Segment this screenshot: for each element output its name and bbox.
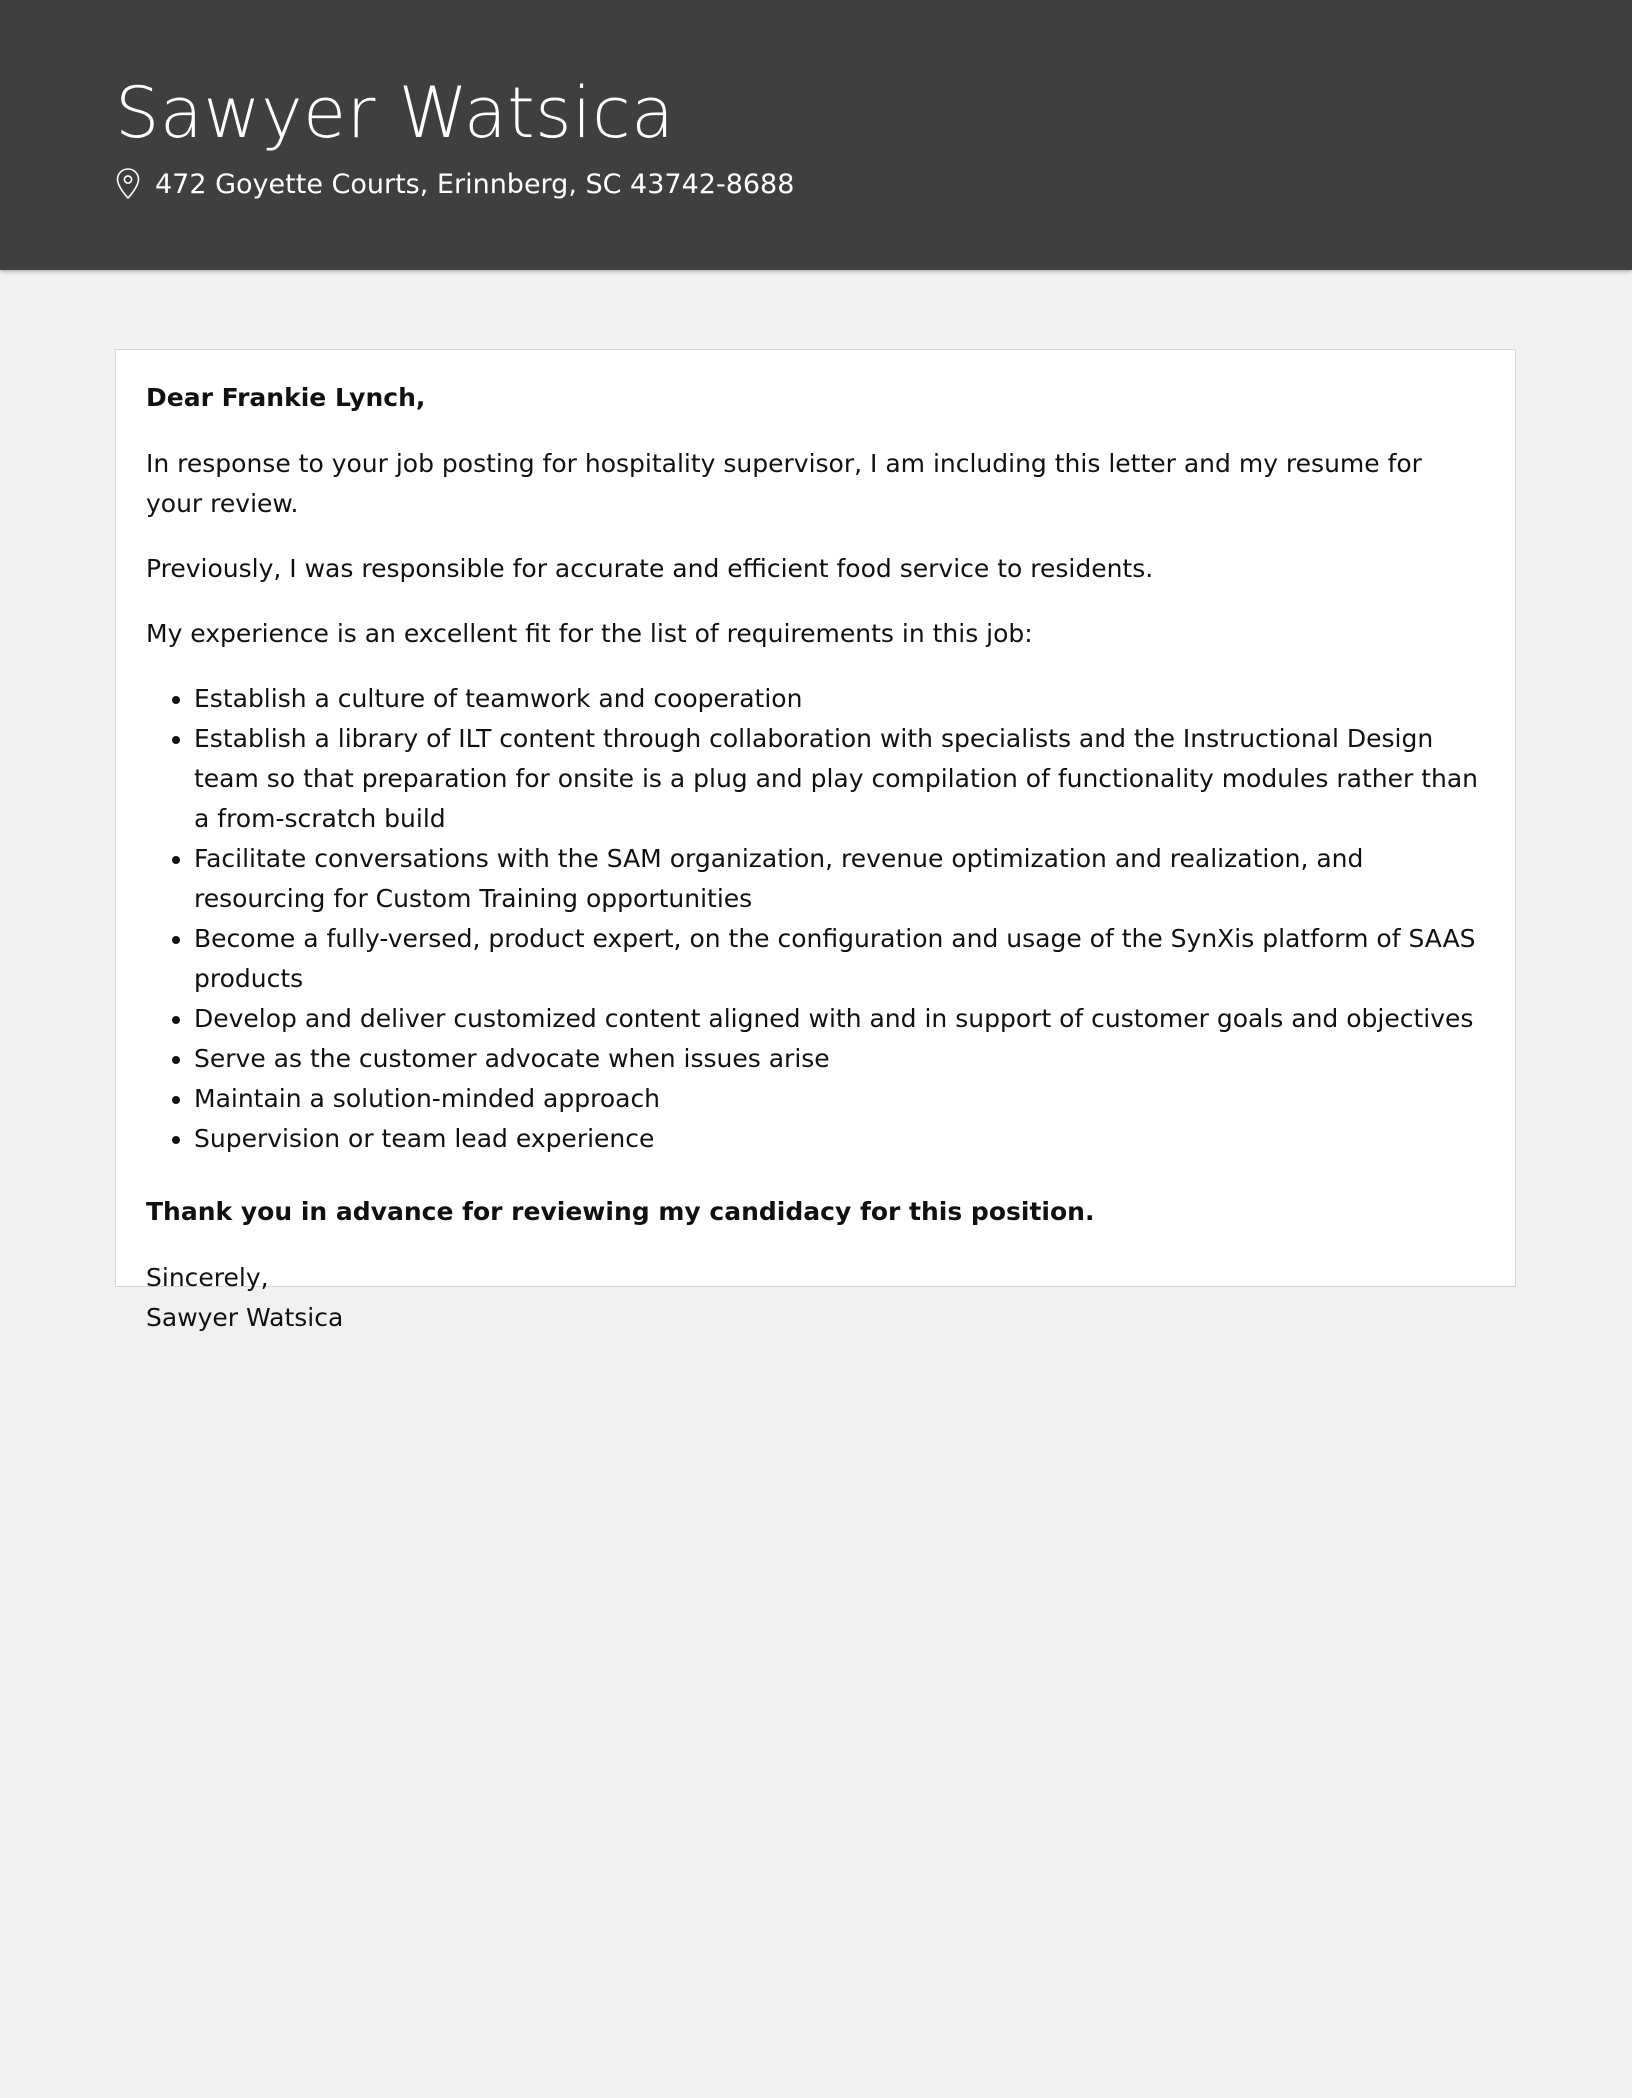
requirements-intro: My experience is an excellent fit for the list of requirements in this job: — [146, 619, 1033, 648]
list-item: • Establish a culture of teamwork and cooperation — [194, 679, 1485, 719]
experience-paragraph: Previously, I was responsible for accurate and efficient food service to residents. — [146, 554, 1154, 583]
address-line — [115, 164, 794, 204]
list-item: • Maintain a solution-minded approach — [194, 1079, 1485, 1119]
address-text: 472 Goyette Courts, Erinnberg, SC 43742-8688 — [155, 168, 795, 200]
salutation: Dear Frankie Lynch, — [146, 383, 426, 412]
list-item: • Establish a library of ILT content through collaboration with specialists and the Instructional Design team so that preparation for onsite is a plug and play compilation of functionality modules rather than a from-scratch build — [194, 719, 1485, 839]
list-item: • Develop and deliver customized content aligned with and in support of customer goals and objectives — [194, 999, 1485, 1039]
intro-paragraph: In response to your job posting for hospitality supervisor, I am including this letter and my resume for your review. — [146, 449, 1422, 518]
signature-name: Sawyer Watsica — [146, 1303, 344, 1332]
header-banner — [0, 0, 1632, 270]
list-item: • Supervision or team lead experience — [194, 1119, 1485, 1159]
list-item: • Facilitate conversations with the SAM organization, revenue optimization and realization, and resourcing for Custom Training opportunities — [194, 839, 1485, 919]
applicant-name: Sawyer Watsica — [115, 72, 675, 154]
closing-line: Thank you in advance for reviewing my candidacy for this position. — [146, 1197, 1095, 1226]
list-item: • Become a fully-versed, product expert, on the configuration and usage of the SynXis platform of SAAS products — [194, 919, 1485, 999]
map-pin-icon — [115, 167, 141, 201]
signoff: Sincerely, — [146, 1263, 269, 1292]
list-item: • Serve as the customer advocate when issues arise — [194, 1039, 1485, 1079]
requirements-list — [146, 679, 1485, 1159]
signoff-block — [146, 1258, 1485, 1338]
cover-letter-card — [115, 349, 1516, 1332]
